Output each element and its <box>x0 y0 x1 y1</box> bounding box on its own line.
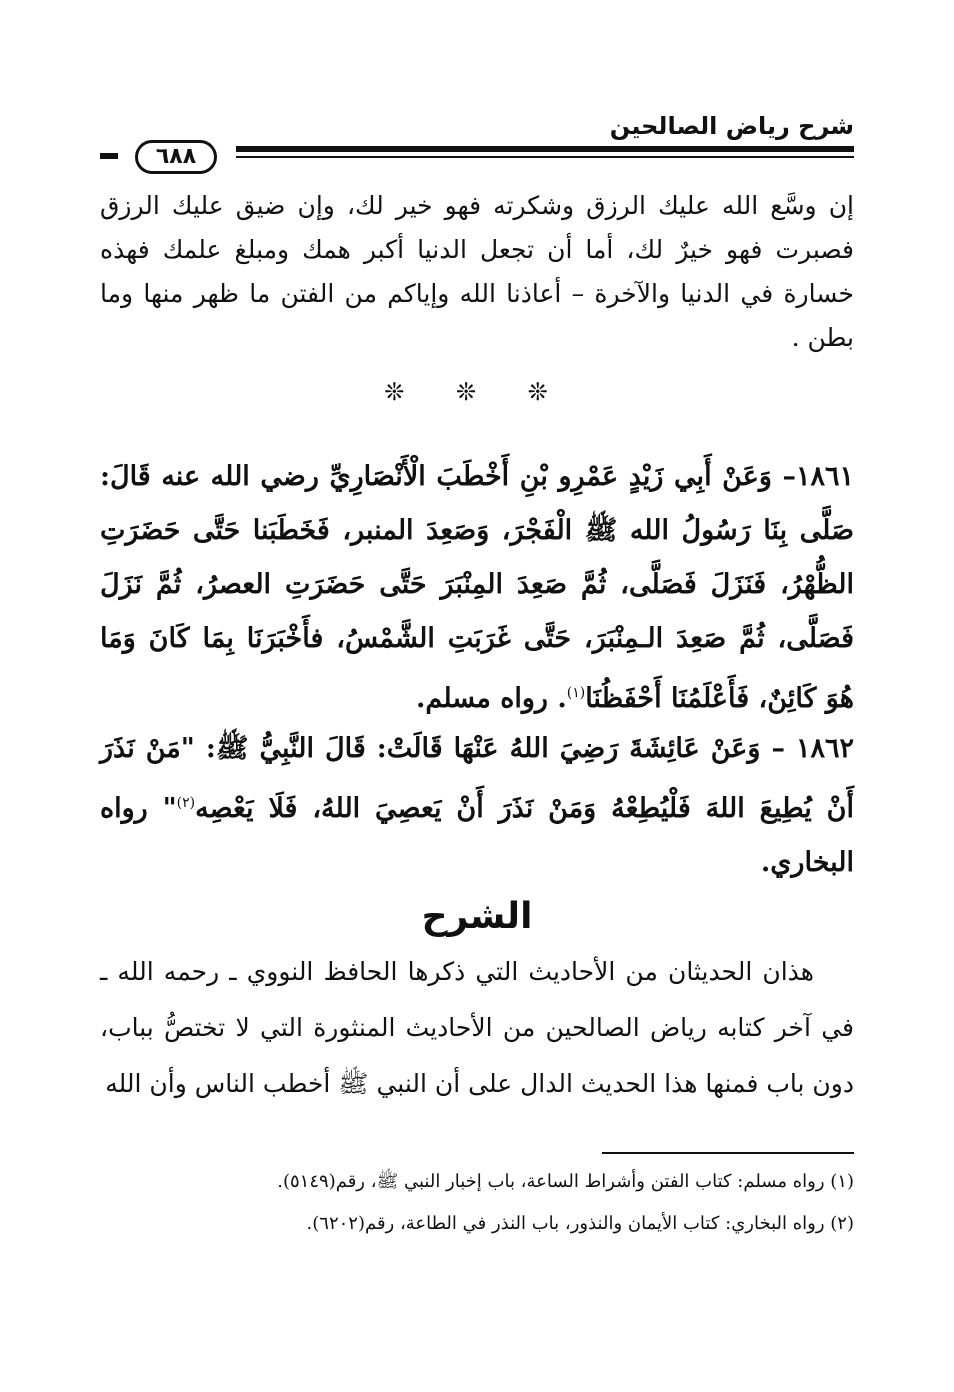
hadith-text: ١٨٦٢ – وَعَنْ عَائِشَةَ رَضِيَ اللهُ عَنْهَا قَالَتْ: قَالَ النَّبِيُّ ﷺ: "مَنْ نَذَرَ أَنْ يُطِيعَ اللهَ فَلْيُطِعْهُ وَمَنْ نَذَرَ أَنْ يَعصِيَ اللهُ، فَلَا يَعْصِه <box>100 733 854 824</box>
footnote-marker: (٢) <box>176 795 196 811</box>
footnote-1: (١) رواه مسلم: كتاب الفتن وأشراط الساعة، باب إخبار النبي ﷺ، رقم(٥١٤٩). <box>277 1171 854 1192</box>
running-header-title: شرح رياض الصالحين <box>609 112 854 140</box>
hadith-ending: " رواه البخاري. <box>100 793 854 878</box>
intro-paragraph: إن وسَّع الله عليك الرزق وشكرته فهو خير لك، وإن ضيق عليك الرزق فصبرت فهو خيرٌ لك، أما أن تجعل الدنيا أكبر همك ومبلغ علمك فهذه خسارة في الدنيا والآخرة – أعاذنا الله وإياكم من الفتن ما ظهر منها وما بطن . <box>100 191 854 352</box>
commentary-heading: الشرح <box>421 896 533 937</box>
commentary-paragraph: هذان الحديثان من الأحاديث التي ذكرها الحافظ النووي ـ رحمه الله ـ في آخر كتابه رياض الصالحين من الأحاديث المنثورة التي لا تختصُّ بباب، دون باب فمنها هذا الحديث الدال على أن النبي ﷺ أخطب الناس وأن الله <box>100 957 854 1098</box>
hadith-text: ١٨٦١– وَعَنْ أَبِي زَيْدٍ عَمْرِو بْنِ أَخْطَبَ الْأَنْصَارِيِّ رضي الله عنه قَالَ: صَلَّى بِنَا رَسُولُ الله ﷺ الْفَجْرَ، وَصَعِدَ المنبر، فَخَطَبَنا حَتَّى حَضَرَتِ الظُّهْرُ، فَنَزَلَ فَصَلَّى، ثُمَّ صَعِدَ المِنْبَرَ حَتَّى حَضَرَتِ العصرُ، ثُمَّ نَزَلَ فَصَلَّى، ثُمَّ صَعِدَ الـمِنْبَرَ، حَتَّى غَرَبَتِ الشَّمْسُ، فأَخْبَرَنَا بِمَا كَانَ وَمَا هُوَ كَائِنٌ، فَأَعْلَمُنَا أَحْفَظُنَا <box>100 461 854 714</box>
hadith-1861 <box>100 450 854 726</box>
footnote-2: (٢) رواه البخاري: كتاب الأيمان والنذور، باب النذر في الطاعة، رقم(٦٢٠٢). <box>306 1213 854 1234</box>
section-separator: ❊ ❊ ❊ <box>384 378 570 406</box>
page-number-container <box>120 138 232 176</box>
page-number-dash <box>100 153 118 159</box>
footnote-rule <box>602 1152 854 1154</box>
footnote-marker: (١) <box>566 685 586 701</box>
page-number: ٦٨٨ <box>135 140 217 174</box>
header-rule-thin <box>236 156 854 158</box>
hadith-1862 <box>100 722 854 890</box>
hadith-ending: . رواه مسلم. <box>415 683 567 714</box>
header-rule <box>236 146 854 152</box>
